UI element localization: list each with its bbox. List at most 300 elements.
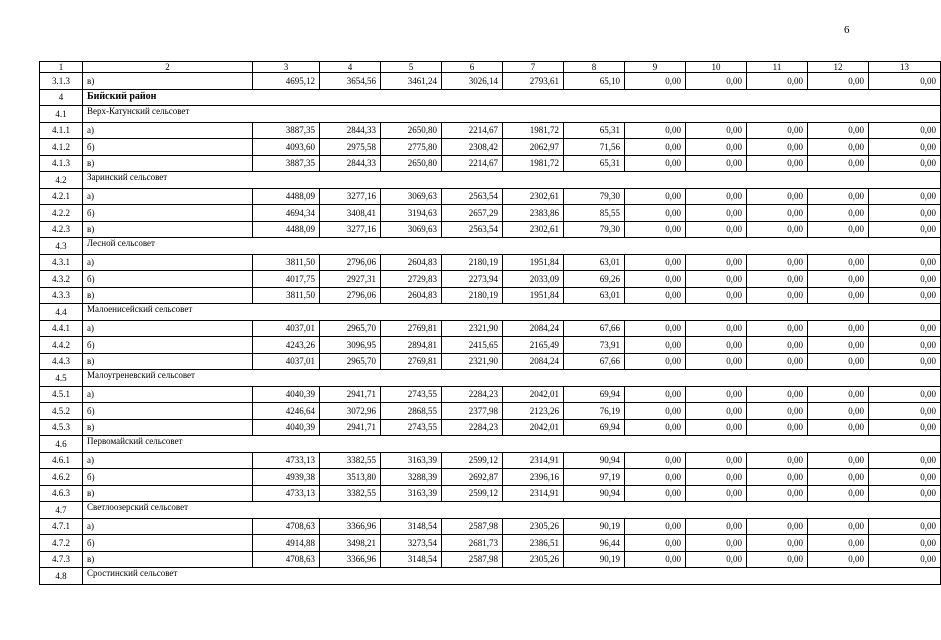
row-number: 4.2.2 <box>40 205 83 222</box>
value-cell: 2793,61 <box>503 73 564 90</box>
value-cell: 2692,87 <box>442 469 503 486</box>
value-cell: 0,00 <box>808 155 869 172</box>
column-number: 12 <box>808 62 869 73</box>
value-cell: 0,00 <box>625 353 686 370</box>
district-name: Бийский район <box>83 89 941 106</box>
value-cell: 90,94 <box>564 452 625 469</box>
value-cell: 4040,39 <box>253 419 320 436</box>
row-label: в) <box>83 419 253 436</box>
table-row <box>40 485 941 502</box>
value-cell: 0,00 <box>625 320 686 337</box>
value-cell: 2284,23 <box>442 419 503 436</box>
row-label: а) <box>83 254 253 271</box>
row-number: 4.7.1 <box>40 518 83 535</box>
column-number: 10 <box>686 62 747 73</box>
value-cell: 2769,81 <box>381 353 442 370</box>
value-cell: 2284,23 <box>442 386 503 403</box>
column-number: 13 <box>869 62 941 73</box>
row-number: 4.3.3 <box>40 287 83 304</box>
value-cell: 0,00 <box>869 485 941 502</box>
value-cell: 3366,96 <box>320 551 381 568</box>
row-number: 4.2 <box>40 172 83 189</box>
value-cell: 0,00 <box>747 551 808 568</box>
value-cell: 0,00 <box>686 139 747 156</box>
value-cell: 3382,55 <box>320 452 381 469</box>
value-cell: 3887,35 <box>253 122 320 139</box>
value-cell: 96,44 <box>564 535 625 552</box>
table-body <box>40 62 941 585</box>
value-cell: 2769,81 <box>381 320 442 337</box>
row-number: 4.3.2 <box>40 271 83 288</box>
value-cell: 0,00 <box>869 287 941 304</box>
section-name: Верх-Катунский сельсовет <box>83 106 941 123</box>
table-row <box>40 353 941 370</box>
value-cell: 0,00 <box>686 386 747 403</box>
value-cell: 0,00 <box>747 221 808 238</box>
value-cell: 0,00 <box>686 205 747 222</box>
section-header-row <box>40 370 941 387</box>
value-cell: 0,00 <box>625 419 686 436</box>
value-cell: 67,66 <box>564 320 625 337</box>
row-number: 4.7.2 <box>40 535 83 552</box>
value-cell: 3811,50 <box>253 287 320 304</box>
section-name: Сростинский сельсовет <box>83 568 941 585</box>
row-label: а) <box>83 320 253 337</box>
table-row <box>40 205 941 222</box>
value-cell: 2743,55 <box>381 419 442 436</box>
value-cell: 2650,80 <box>381 122 442 139</box>
value-cell: 0,00 <box>686 452 747 469</box>
value-cell: 0,00 <box>747 320 808 337</box>
table-row <box>40 122 941 139</box>
table-row <box>40 155 941 172</box>
value-cell: 4694,34 <box>253 205 320 222</box>
value-cell: 65,31 <box>564 155 625 172</box>
value-cell: 2563,54 <box>442 188 503 205</box>
value-cell: 2305,26 <box>503 518 564 535</box>
value-cell: 2314,91 <box>503 485 564 502</box>
value-cell: 0,00 <box>869 155 941 172</box>
value-cell: 4488,09 <box>253 221 320 238</box>
value-cell: 2033,09 <box>503 271 564 288</box>
row-label: в) <box>83 155 253 172</box>
row-label: в) <box>83 221 253 238</box>
value-cell: 0,00 <box>808 386 869 403</box>
value-cell: 2042,01 <box>503 419 564 436</box>
row-number: 4 <box>40 89 83 106</box>
row-number: 4.6.3 <box>40 485 83 502</box>
value-cell: 0,00 <box>625 188 686 205</box>
value-cell: 0,00 <box>869 139 941 156</box>
table-row <box>40 221 941 238</box>
value-cell: 3163,39 <box>381 485 442 502</box>
value-cell: 0,00 <box>625 403 686 420</box>
value-cell: 0,00 <box>686 535 747 552</box>
value-cell: 0,00 <box>625 485 686 502</box>
value-cell: 65,31 <box>564 122 625 139</box>
value-cell: 2214,67 <box>442 122 503 139</box>
value-cell: 2604,83 <box>381 254 442 271</box>
row-label: б) <box>83 535 253 552</box>
value-cell: 4040,39 <box>253 386 320 403</box>
value-cell: 0,00 <box>686 221 747 238</box>
row-label: б) <box>83 469 253 486</box>
value-cell: 3194,63 <box>381 205 442 222</box>
value-cell: 2386,51 <box>503 535 564 552</box>
row-label: а) <box>83 518 253 535</box>
value-cell: 3096,95 <box>320 337 381 354</box>
value-cell: 4708,63 <box>253 518 320 535</box>
value-cell: 2941,71 <box>320 386 381 403</box>
value-cell: 0,00 <box>686 551 747 568</box>
value-cell: 2321,90 <box>442 353 503 370</box>
value-cell: 2604,83 <box>381 287 442 304</box>
value-cell: 0,00 <box>625 469 686 486</box>
section-name: Заринский сельсовет <box>83 172 941 189</box>
column-number: 8 <box>564 62 625 73</box>
value-cell: 3408,41 <box>320 205 381 222</box>
value-cell: 2796,06 <box>320 254 381 271</box>
data-table <box>39 61 941 585</box>
value-cell: 2302,61 <box>503 221 564 238</box>
value-cell: 4017,75 <box>253 271 320 288</box>
value-cell: 2844,33 <box>320 155 381 172</box>
row-number: 4.8 <box>40 568 83 585</box>
value-cell: 2321,90 <box>442 320 503 337</box>
column-number: 3 <box>253 62 320 73</box>
table-row <box>40 518 941 535</box>
value-cell: 0,00 <box>808 518 869 535</box>
district-header-row <box>40 89 941 106</box>
value-cell: 2941,71 <box>320 419 381 436</box>
value-cell: 0,00 <box>808 320 869 337</box>
value-cell: 2599,12 <box>442 452 503 469</box>
value-cell: 0,00 <box>869 73 941 90</box>
value-cell: 0,00 <box>808 535 869 552</box>
value-cell: 0,00 <box>625 205 686 222</box>
row-number: 4.7 <box>40 502 83 519</box>
value-cell: 85,55 <box>564 205 625 222</box>
value-cell: 2180,19 <box>442 254 503 271</box>
value-cell: 0,00 <box>747 353 808 370</box>
value-cell: 2796,06 <box>320 287 381 304</box>
value-cell: 4733,13 <box>253 452 320 469</box>
value-cell: 0,00 <box>686 403 747 420</box>
value-cell: 0,00 <box>869 188 941 205</box>
row-label: б) <box>83 337 253 354</box>
value-cell: 67,66 <box>564 353 625 370</box>
value-cell: 0,00 <box>625 139 686 156</box>
value-cell: 4695,12 <box>253 73 320 90</box>
value-cell: 3382,55 <box>320 485 381 502</box>
section-header-row <box>40 436 941 453</box>
section-header-row <box>40 238 941 255</box>
value-cell: 2314,91 <box>503 452 564 469</box>
value-cell: 0,00 <box>747 386 808 403</box>
value-cell: 65,10 <box>564 73 625 90</box>
value-cell: 0,00 <box>686 155 747 172</box>
value-cell: 4733,13 <box>253 485 320 502</box>
value-cell: 69,94 <box>564 386 625 403</box>
value-cell: 3273,54 <box>381 535 442 552</box>
value-cell: 90,94 <box>564 485 625 502</box>
value-cell: 0,00 <box>747 452 808 469</box>
table-row <box>40 139 941 156</box>
value-cell: 0,00 <box>869 518 941 535</box>
value-cell: 2180,19 <box>442 287 503 304</box>
row-number: 4.6 <box>40 436 83 453</box>
value-cell: 2587,98 <box>442 518 503 535</box>
section-name: Малоенисейский сельсовет <box>83 304 941 321</box>
row-number: 4.5.3 <box>40 419 83 436</box>
value-cell: 2084,24 <box>503 353 564 370</box>
value-cell: 0,00 <box>686 518 747 535</box>
value-cell: 2657,29 <box>442 205 503 222</box>
column-number: 9 <box>625 62 686 73</box>
table-row <box>40 403 941 420</box>
value-cell: 2868,55 <box>381 403 442 420</box>
value-cell: 0,00 <box>686 287 747 304</box>
value-cell: 3069,63 <box>381 188 442 205</box>
value-cell: 2681,73 <box>442 535 503 552</box>
value-cell: 0,00 <box>747 271 808 288</box>
value-cell: 3513,80 <box>320 469 381 486</box>
value-cell: 1981,72 <box>503 155 564 172</box>
table-row <box>40 469 941 486</box>
row-number: 4.7.3 <box>40 551 83 568</box>
value-cell: 3887,35 <box>253 155 320 172</box>
value-cell: 2305,26 <box>503 551 564 568</box>
row-label: б) <box>83 403 253 420</box>
value-cell: 1951,84 <box>503 254 564 271</box>
value-cell: 0,00 <box>625 452 686 469</box>
value-cell: 2165,49 <box>503 337 564 354</box>
column-number: 6 <box>442 62 503 73</box>
value-cell: 69,26 <box>564 271 625 288</box>
value-cell: 0,00 <box>869 386 941 403</box>
section-header-row <box>40 568 941 585</box>
row-number: 4.1 <box>40 106 83 123</box>
value-cell: 0,00 <box>686 485 747 502</box>
row-label: в) <box>83 551 253 568</box>
table-row <box>40 337 941 354</box>
value-cell: 2214,67 <box>442 155 503 172</box>
value-cell: 2042,01 <box>503 386 564 403</box>
table-row <box>40 386 941 403</box>
value-cell: 0,00 <box>747 73 808 90</box>
value-cell: 0,00 <box>686 254 747 271</box>
section-header-row <box>40 172 941 189</box>
row-label: а) <box>83 452 253 469</box>
value-cell: 79,30 <box>564 188 625 205</box>
value-cell: 0,00 <box>747 287 808 304</box>
value-cell: 0,00 <box>869 535 941 552</box>
value-cell: 2844,33 <box>320 122 381 139</box>
value-cell: 2975,58 <box>320 139 381 156</box>
value-cell: 63,01 <box>564 287 625 304</box>
value-cell: 0,00 <box>808 353 869 370</box>
row-label: а) <box>83 188 253 205</box>
value-cell: 0,00 <box>808 205 869 222</box>
value-cell: 2396,16 <box>503 469 564 486</box>
value-cell: 0,00 <box>625 535 686 552</box>
value-cell: 2415,65 <box>442 337 503 354</box>
value-cell: 0,00 <box>747 254 808 271</box>
value-cell: 0,00 <box>808 485 869 502</box>
value-cell: 0,00 <box>808 287 869 304</box>
table-row <box>40 287 941 304</box>
row-number: 4.1.1 <box>40 122 83 139</box>
value-cell: 0,00 <box>686 122 747 139</box>
row-number: 4.2.3 <box>40 221 83 238</box>
value-cell: 0,00 <box>747 419 808 436</box>
table-row <box>40 188 941 205</box>
value-cell: 2062,97 <box>503 139 564 156</box>
value-cell: 0,00 <box>686 73 747 90</box>
section-header-row <box>40 106 941 123</box>
value-cell: 2650,80 <box>381 155 442 172</box>
value-cell: 0,00 <box>869 320 941 337</box>
value-cell: 0,00 <box>808 73 869 90</box>
value-cell: 3069,63 <box>381 221 442 238</box>
value-cell: 0,00 <box>869 403 941 420</box>
column-number: 4 <box>320 62 381 73</box>
row-label: б) <box>83 205 253 222</box>
value-cell: 4488,09 <box>253 188 320 205</box>
value-cell: 3072,96 <box>320 403 381 420</box>
value-cell: 0,00 <box>869 221 941 238</box>
value-cell: 63,01 <box>564 254 625 271</box>
value-cell: 2563,54 <box>442 221 503 238</box>
table-row <box>40 73 941 90</box>
section-name: Первомайский сельсовет <box>83 436 941 453</box>
value-cell: 0,00 <box>747 485 808 502</box>
value-cell: 3277,16 <box>320 188 381 205</box>
value-cell: 4939,38 <box>253 469 320 486</box>
value-cell: 0,00 <box>869 353 941 370</box>
value-cell: 2302,61 <box>503 188 564 205</box>
value-cell: 2927,31 <box>320 271 381 288</box>
row-number: 4.2.1 <box>40 188 83 205</box>
value-cell: 0,00 <box>686 353 747 370</box>
value-cell: 0,00 <box>808 469 869 486</box>
value-cell: 0,00 <box>747 337 808 354</box>
value-cell: 0,00 <box>808 551 869 568</box>
value-cell: 0,00 <box>747 139 808 156</box>
value-cell: 0,00 <box>808 188 869 205</box>
value-cell: 4093,60 <box>253 139 320 156</box>
value-cell: 0,00 <box>869 419 941 436</box>
value-cell: 2599,12 <box>442 485 503 502</box>
table-row <box>40 320 941 337</box>
value-cell: 79,30 <box>564 221 625 238</box>
value-cell: 2084,24 <box>503 320 564 337</box>
value-cell: 0,00 <box>625 73 686 90</box>
value-cell: 0,00 <box>747 518 808 535</box>
table-row <box>40 551 941 568</box>
value-cell: 0,00 <box>808 419 869 436</box>
value-cell: 0,00 <box>747 122 808 139</box>
row-number: 4.4.1 <box>40 320 83 337</box>
section-header-row <box>40 304 941 321</box>
row-label: в) <box>83 287 253 304</box>
value-cell: 2965,70 <box>320 353 381 370</box>
row-label: в) <box>83 73 253 90</box>
row-number: 4.5 <box>40 370 83 387</box>
value-cell: 0,00 <box>625 122 686 139</box>
value-cell: 0,00 <box>686 469 747 486</box>
value-cell: 1951,84 <box>503 287 564 304</box>
row-label: а) <box>83 386 253 403</box>
value-cell: 2587,98 <box>442 551 503 568</box>
value-cell: 0,00 <box>869 271 941 288</box>
row-label: а) <box>83 122 253 139</box>
value-cell: 3163,39 <box>381 452 442 469</box>
value-cell: 2775,80 <box>381 139 442 156</box>
value-cell: 0,00 <box>625 518 686 535</box>
value-cell: 0,00 <box>686 271 747 288</box>
value-cell: 0,00 <box>869 469 941 486</box>
value-cell: 3811,50 <box>253 254 320 271</box>
value-cell: 3148,54 <box>381 518 442 535</box>
value-cell: 3366,96 <box>320 518 381 535</box>
column-number-row <box>40 62 941 73</box>
value-cell: 0,00 <box>869 551 941 568</box>
value-cell: 2894,81 <box>381 337 442 354</box>
section-name: Лесной сельсовет <box>83 238 941 255</box>
row-number: 4.1.3 <box>40 155 83 172</box>
row-number: 4.4 <box>40 304 83 321</box>
table-row <box>40 452 941 469</box>
table-row <box>40 535 941 552</box>
value-cell: 71,56 <box>564 139 625 156</box>
row-number: 4.6.2 <box>40 469 83 486</box>
column-number: 5 <box>381 62 442 73</box>
value-cell: 0,00 <box>869 205 941 222</box>
value-cell: 4914,88 <box>253 535 320 552</box>
value-cell: 0,00 <box>808 139 869 156</box>
value-cell: 1981,72 <box>503 122 564 139</box>
value-cell: 3654,56 <box>320 73 381 90</box>
value-cell: 0,00 <box>625 337 686 354</box>
row-label: в) <box>83 485 253 502</box>
value-cell: 4246,64 <box>253 403 320 420</box>
value-cell: 76,19 <box>564 403 625 420</box>
value-cell: 0,00 <box>808 271 869 288</box>
row-number: 4.6.1 <box>40 452 83 469</box>
value-cell: 0,00 <box>747 469 808 486</box>
value-cell: 0,00 <box>747 188 808 205</box>
value-cell: 0,00 <box>625 271 686 288</box>
value-cell: 3461,24 <box>381 73 442 90</box>
row-number: 4.3 <box>40 238 83 255</box>
value-cell: 0,00 <box>869 122 941 139</box>
value-cell: 2273,94 <box>442 271 503 288</box>
value-cell: 4037,01 <box>253 353 320 370</box>
value-cell: 0,00 <box>808 122 869 139</box>
value-cell: 2383,86 <box>503 205 564 222</box>
row-number: 4.1.2 <box>40 139 83 156</box>
section-name: Малоугреневский сельсовет <box>83 370 941 387</box>
value-cell: 90,19 <box>564 518 625 535</box>
value-cell: 4243,26 <box>253 337 320 354</box>
value-cell: 0,00 <box>686 320 747 337</box>
table-row <box>40 271 941 288</box>
row-number: 4.3.1 <box>40 254 83 271</box>
table-row <box>40 419 941 436</box>
value-cell: 0,00 <box>747 403 808 420</box>
value-cell: 0,00 <box>625 287 686 304</box>
